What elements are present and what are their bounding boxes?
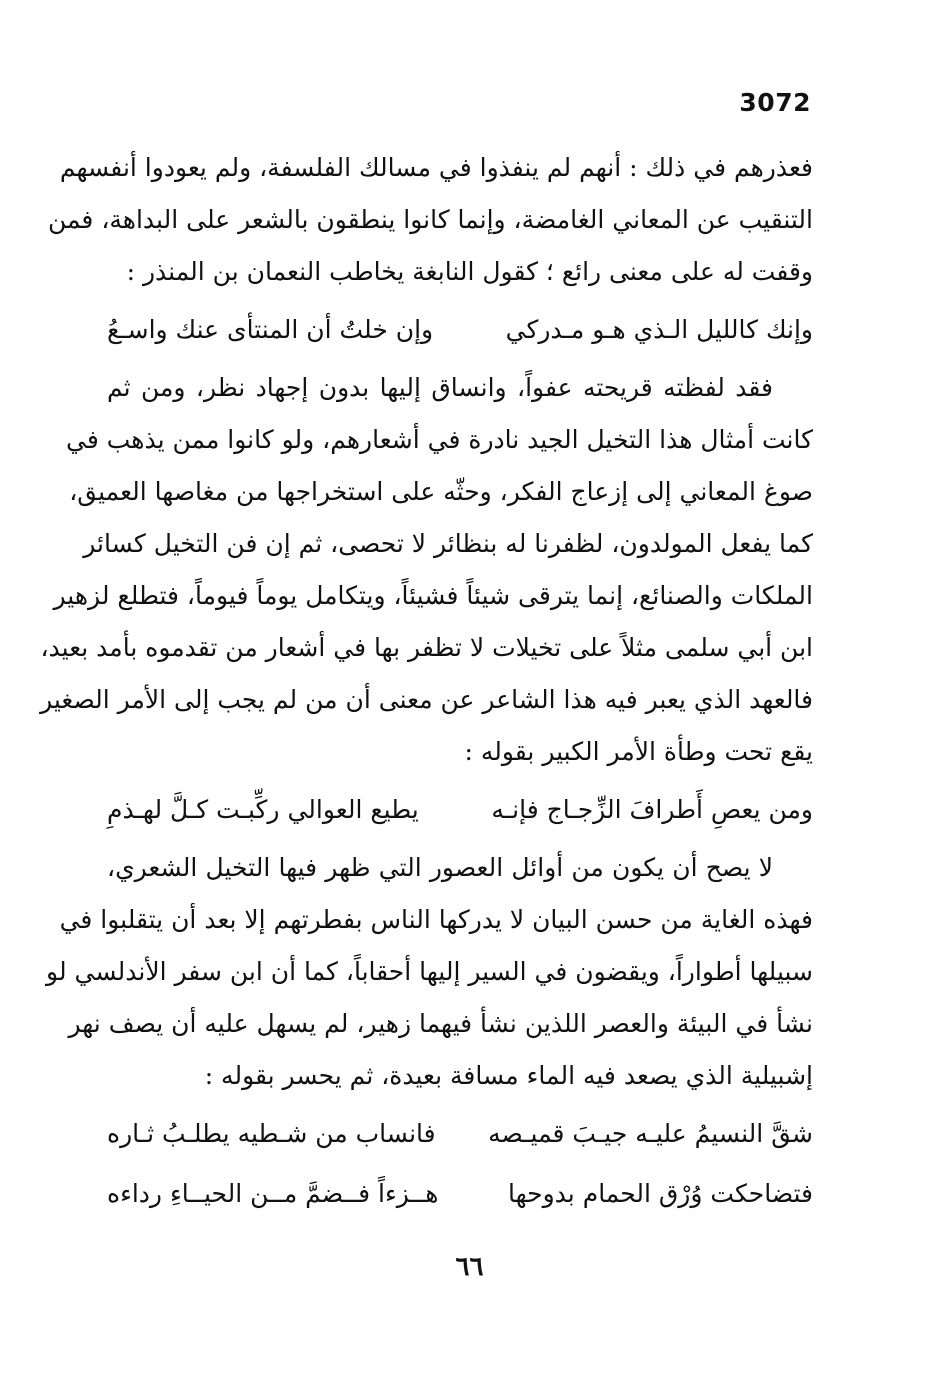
verse-line (107, 782, 813, 838)
verse-first-hemistich: فتضاحكت وُرْق الحمام بدوحها (508, 1179, 813, 1208)
verse-second-hemistich: يطيع العوالي ركِّبـت كـلَّ لهـذمِ (107, 795, 419, 824)
page-number: ٦٦ (455, 1252, 484, 1282)
verse-line (107, 1166, 813, 1222)
verse-first-hemistich: وإنك كالليل الـذي هـو مـدركي (505, 315, 813, 344)
text-line: وقفت له على معنى رائع ؛ كقول النابغة يخاطب النعمان بن المنذر : (126, 257, 813, 286)
text-line: الملكات والصنائع، إنما يترقى شيئاً فشيئاً، ويتكامل يوماً فيوماً، فتطلع لزهير (53, 581, 813, 610)
verse-first-hemistich: ومن يعصِ أَطرافَ الزِّجـاج فإنـه (491, 795, 813, 824)
text-line: لا يصح أن يكون من أوائل العصور التي ظهر فيها التخيل الشعري، (107, 853, 773, 882)
text-line: نشأ في البيئة والعصر اللذين نشأ فيهما زهير، لم يسهل عليه أن يصف نهر (68, 1009, 813, 1038)
verse-line (107, 1106, 813, 1162)
verse-second-hemistich: فانساب من شـطيه يطلـبُ ثـاره (107, 1119, 436, 1148)
verse-line (107, 302, 813, 358)
text-body (40, 142, 813, 1226)
text-line: التنقيب عن المعاني الغامضة، وإنما كانوا ينطقون بالشعر على البداهة، فمن (47, 205, 813, 234)
text-line: صوغ المعاني إلى إزعاج الفكر، وحثّه على استخراجها من مغاصها العميق، (69, 477, 813, 506)
verse-second-hemistich: هــزءاً فــضمَّ مــن الحيــاءِ رداءه (107, 1179, 439, 1208)
text-line: فهذه الغاية من حسن البيان لا يدركها الناس بفطرتهم إلا بعد أن يتقلبوا في (59, 905, 813, 934)
verse-first-hemistich: شقَّ النسيمُ عليـه جيـبَ قميـصه (488, 1119, 813, 1148)
page-id-label: 3072 (739, 88, 811, 117)
text-line: فالعهد الذي يعبر فيه هذا الشاعر عن معنى أن من لم يجب إلى الأمر الصغير (40, 685, 813, 714)
verse-second-hemistich: وإن خلتُ أن المنتأى عنك واسـعُ (107, 315, 434, 344)
text-line: كما يفعل المولدون، لظفرنا له بنظائر لا تحصى، ثم إن فن التخيل كسائر (83, 529, 813, 558)
text-line: ابن أبي سلمى مثلاً على تخيلات لا تظفر بها في أشعار من تقدموه بأمد بعيد، (40, 633, 813, 662)
text-line: يقع تحت وطأة الأمر الكبير بقوله : (464, 737, 813, 766)
text-line: فعذرهم في ذلك : أنهم لم ينفذوا في مسالك الفلسفة، ولم يعودوا أنفسهم (59, 153, 813, 182)
text-line: كانت أمثال هذا التخيل الجيد نادرة في أشعارهم، ولو كانوا ممن يذهب في (65, 425, 813, 454)
text-line: فقد لفظته قريحته عفواً، وانساق إليها بدون إجهاد نظر، ومن ثم (107, 373, 773, 402)
text-line: إشبيلية الذي يصعد فيه الماء مسافة بعيدة، ثم يحسر بقوله : (204, 1061, 813, 1090)
text-line: سبيلها أطواراً، ويقضون في السير إليها أحقاباً، كما أن ابن سفر الأندلسي لو (46, 957, 813, 986)
